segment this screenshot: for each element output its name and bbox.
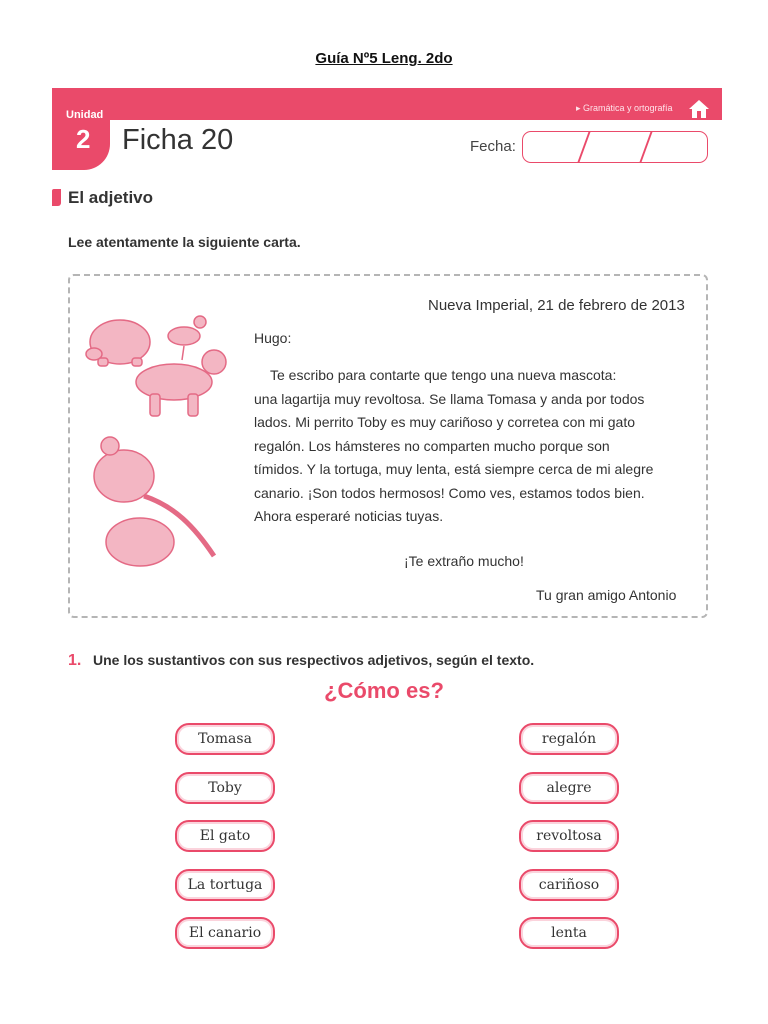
date-field[interactable]	[522, 131, 708, 163]
lesson-instruction: Lee atentamente la siguiente carta.	[68, 234, 301, 250]
noun-option[interactable]: El canario	[175, 917, 275, 949]
date-separator	[640, 132, 653, 162]
pets-illustration	[84, 306, 234, 576]
unit-label: Unidad	[66, 109, 104, 121]
letter-line: Te escribo para contarte que tengo una nueva mascota:	[270, 367, 617, 383]
adjective-option[interactable]: regalón	[519, 723, 619, 755]
letter-line: lados. Mi perrito Toby es muy cariñoso y corretea con mi gato	[254, 414, 636, 430]
letter-line: tímidos. Y la tortuga, muy lenta, está siempre cerca de mi alegre	[254, 461, 654, 477]
letter-closing: ¡Te extraño mucho!	[404, 553, 524, 569]
date-separator	[578, 132, 591, 162]
lesson-subtitle: El adjetivo	[68, 188, 154, 207]
noun-option[interactable]: Tomasa	[175, 723, 275, 755]
section-tag: ▸ Gramática y ortografía	[576, 103, 673, 113]
noun-option[interactable]: La tortuga	[175, 869, 275, 901]
adjective-option[interactable]: lenta	[519, 917, 619, 949]
letter-date: Nueva Imperial, 21 de febrero de 2013	[428, 297, 685, 314]
question-text: Une los sustantivos con sus respectivos adjetivos, según el texto.	[93, 652, 535, 668]
letter-greeting: Hugo:	[254, 330, 292, 346]
letter-line: regalón. Los hámsteres no comparten mucho porque son	[254, 437, 610, 454]
document-title: Guía Nº5 Leng. 2do	[315, 50, 453, 67]
bird-icon	[168, 327, 200, 345]
dog-icon	[136, 364, 212, 400]
unit-number: 2	[76, 124, 91, 154]
letter-body	[254, 364, 694, 529]
noun-option[interactable]: Toby	[175, 772, 275, 804]
bookmark-icon	[52, 189, 61, 206]
question-number: 1.	[68, 652, 82, 669]
noun-option[interactable]: El gato	[175, 820, 275, 852]
adjective-option[interactable]: cariñoso	[519, 869, 619, 901]
letter-signature: Tu gran amigo Antonio	[536, 587, 677, 603]
letter-line: canario. ¡Son todos hermosos! Como ves, estamos todos bien.	[254, 484, 645, 501]
cat-icon	[106, 518, 174, 566]
letter-line: una lagartija muy revoltosa. Se llama Tomasa y anda por todos	[254, 390, 645, 407]
adjective-option[interactable]: revoltosa	[519, 820, 619, 852]
date-label: Fecha:	[470, 138, 516, 155]
home-icon	[688, 98, 710, 120]
letter-line: Ahora esperaré noticias tuyas.	[254, 508, 444, 524]
adjective-option[interactable]: alegre	[519, 772, 619, 804]
ficha-title: Ficha 20	[122, 124, 234, 156]
exercise-heading: ¿Cómo es?	[324, 678, 444, 703]
